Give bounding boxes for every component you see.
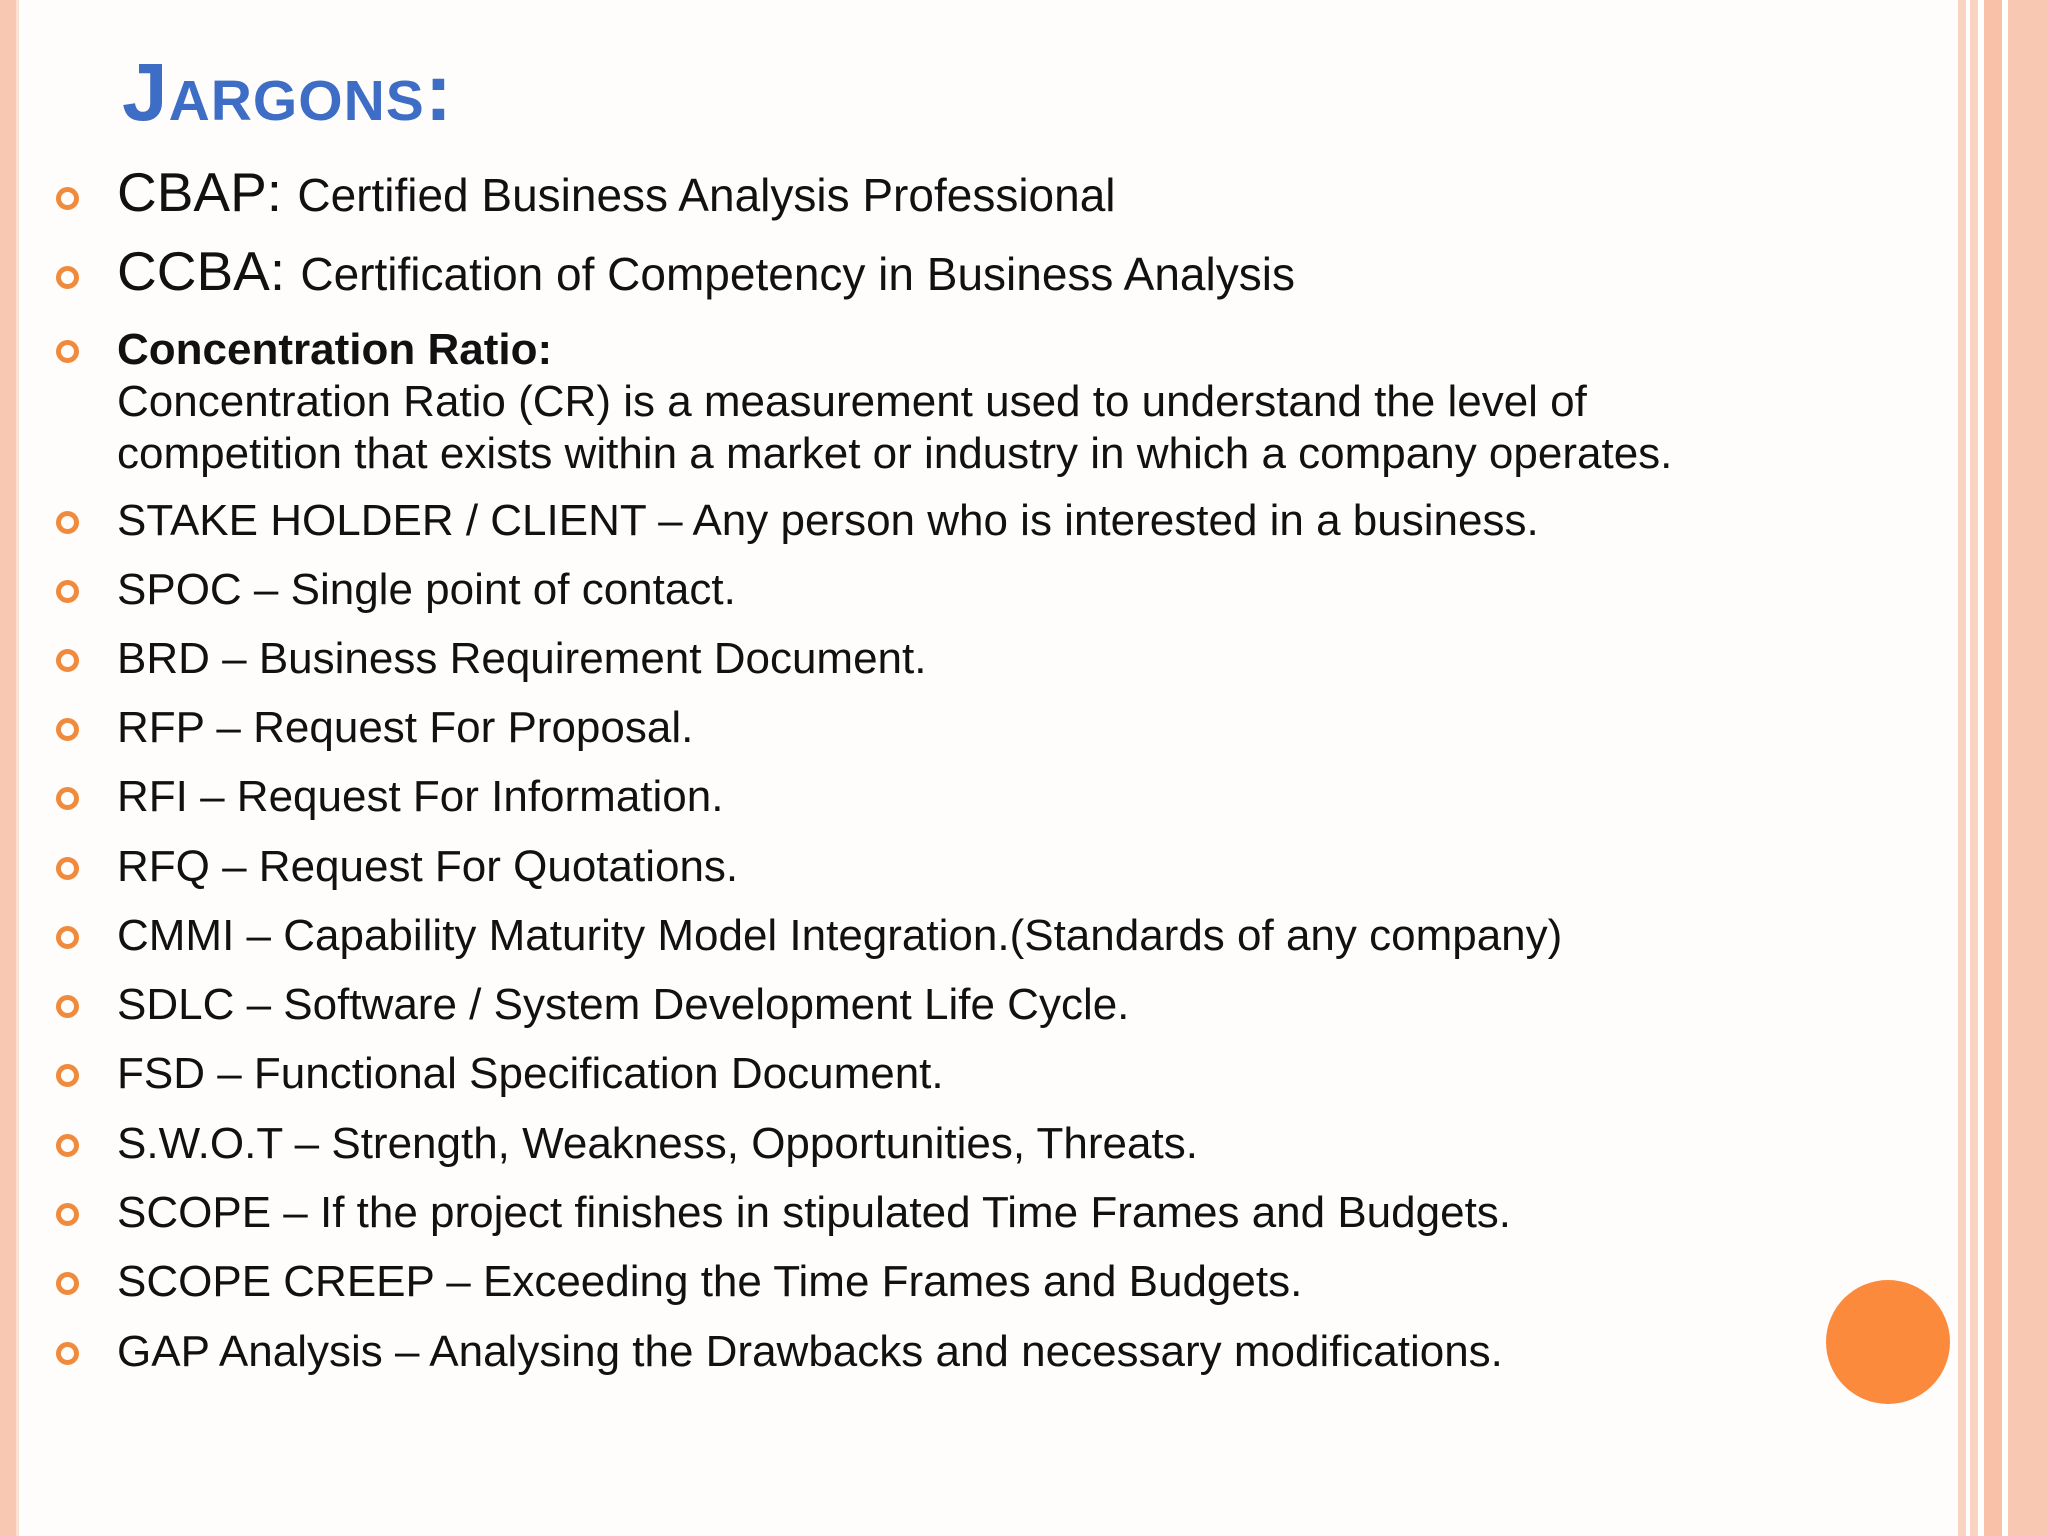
separator: : <box>266 161 298 223</box>
hollow-circle-bullet-icon <box>56 718 79 741</box>
left-border-inner-stripe <box>16 0 19 1536</box>
list-item-text: S.W.O.T – Strength, Weakness, Opportunities, Threats. <box>117 1119 1198 1168</box>
list-item-text: SDLC – Software / System Development Life Cycle. <box>117 980 1130 1029</box>
hollow-circle-bullet-icon <box>56 1272 79 1295</box>
right-border-stripe <box>1958 0 1966 1536</box>
orange-circle-decoration <box>1826 1280 1950 1404</box>
term: CCBA <box>117 240 270 302</box>
right-border-stripe <box>2008 0 2048 1536</box>
list-item-text: CMMI – Capability Maturity Model Integration.(Standards of any company) <box>117 911 1563 960</box>
hollow-circle-bullet-icon <box>56 995 79 1018</box>
term: CBAP <box>117 161 267 223</box>
right-border-stripe <box>1970 0 1978 1536</box>
separator: : <box>269 240 301 302</box>
definition: Certification of Competency in Business Analysis <box>300 248 1295 300</box>
list-item-text: RFP – Request For Proposal. <box>117 703 694 752</box>
hollow-circle-bullet-icon <box>56 1134 79 1157</box>
list-item-text: BRD – Business Requirement Document. <box>117 634 927 683</box>
list-item-text: FSD – Functional Specification Document. <box>117 1049 944 1098</box>
list-item-text: STAKE HOLDER / CLIENT – Any person who is interested in a business. <box>117 496 1539 545</box>
hollow-circle-bullet-icon <box>56 511 79 534</box>
left-border-stripe <box>0 0 16 1536</box>
list-item-text <box>117 161 1116 223</box>
list-item-text: RFI – Request For Information. <box>117 772 724 821</box>
hollow-circle-bullet-icon <box>56 340 79 363</box>
list-item-text <box>117 240 1295 302</box>
slide-title: Jargons: <box>122 47 454 138</box>
list-item-heading: Concentration Ratio: <box>117 325 553 374</box>
hollow-circle-bullet-icon <box>56 1342 79 1365</box>
list-item-text: GAP Analysis – Analysing the Drawbacks and necessary modifications. <box>117 1327 1503 1376</box>
list-item-text: SCOPE CREEP – Exceeding the Time Frames and Budgets. <box>117 1257 1303 1306</box>
hollow-circle-bullet-icon <box>56 1064 79 1087</box>
hollow-circle-bullet-icon <box>56 580 79 603</box>
hollow-circle-bullet-icon <box>56 787 79 810</box>
list-item-text: SCOPE – If the project finishes in stipulated Time Frames and Budgets. <box>117 1188 1512 1237</box>
list-item-text: SPOC – Single point of contact. <box>117 565 736 614</box>
hollow-circle-bullet-icon <box>56 266 79 289</box>
list-item-text: competition that exists within a market or industry in which a company operates. <box>117 429 1673 478</box>
list-item-text: RFQ – Request For Quotations. <box>117 842 739 891</box>
hollow-circle-bullet-icon <box>56 649 79 672</box>
hollow-circle-bullet-icon <box>56 1203 79 1226</box>
hollow-circle-bullet-icon <box>56 187 79 210</box>
hollow-circle-bullet-icon <box>56 857 79 880</box>
hollow-circle-bullet-icon <box>56 926 79 949</box>
right-border-stripe <box>1984 0 2002 1536</box>
definition: Certified Business Analysis Professional <box>297 169 1116 221</box>
list-item-text: Concentration Ratio (CR) is a measurement used to understand the level of <box>117 377 1587 426</box>
